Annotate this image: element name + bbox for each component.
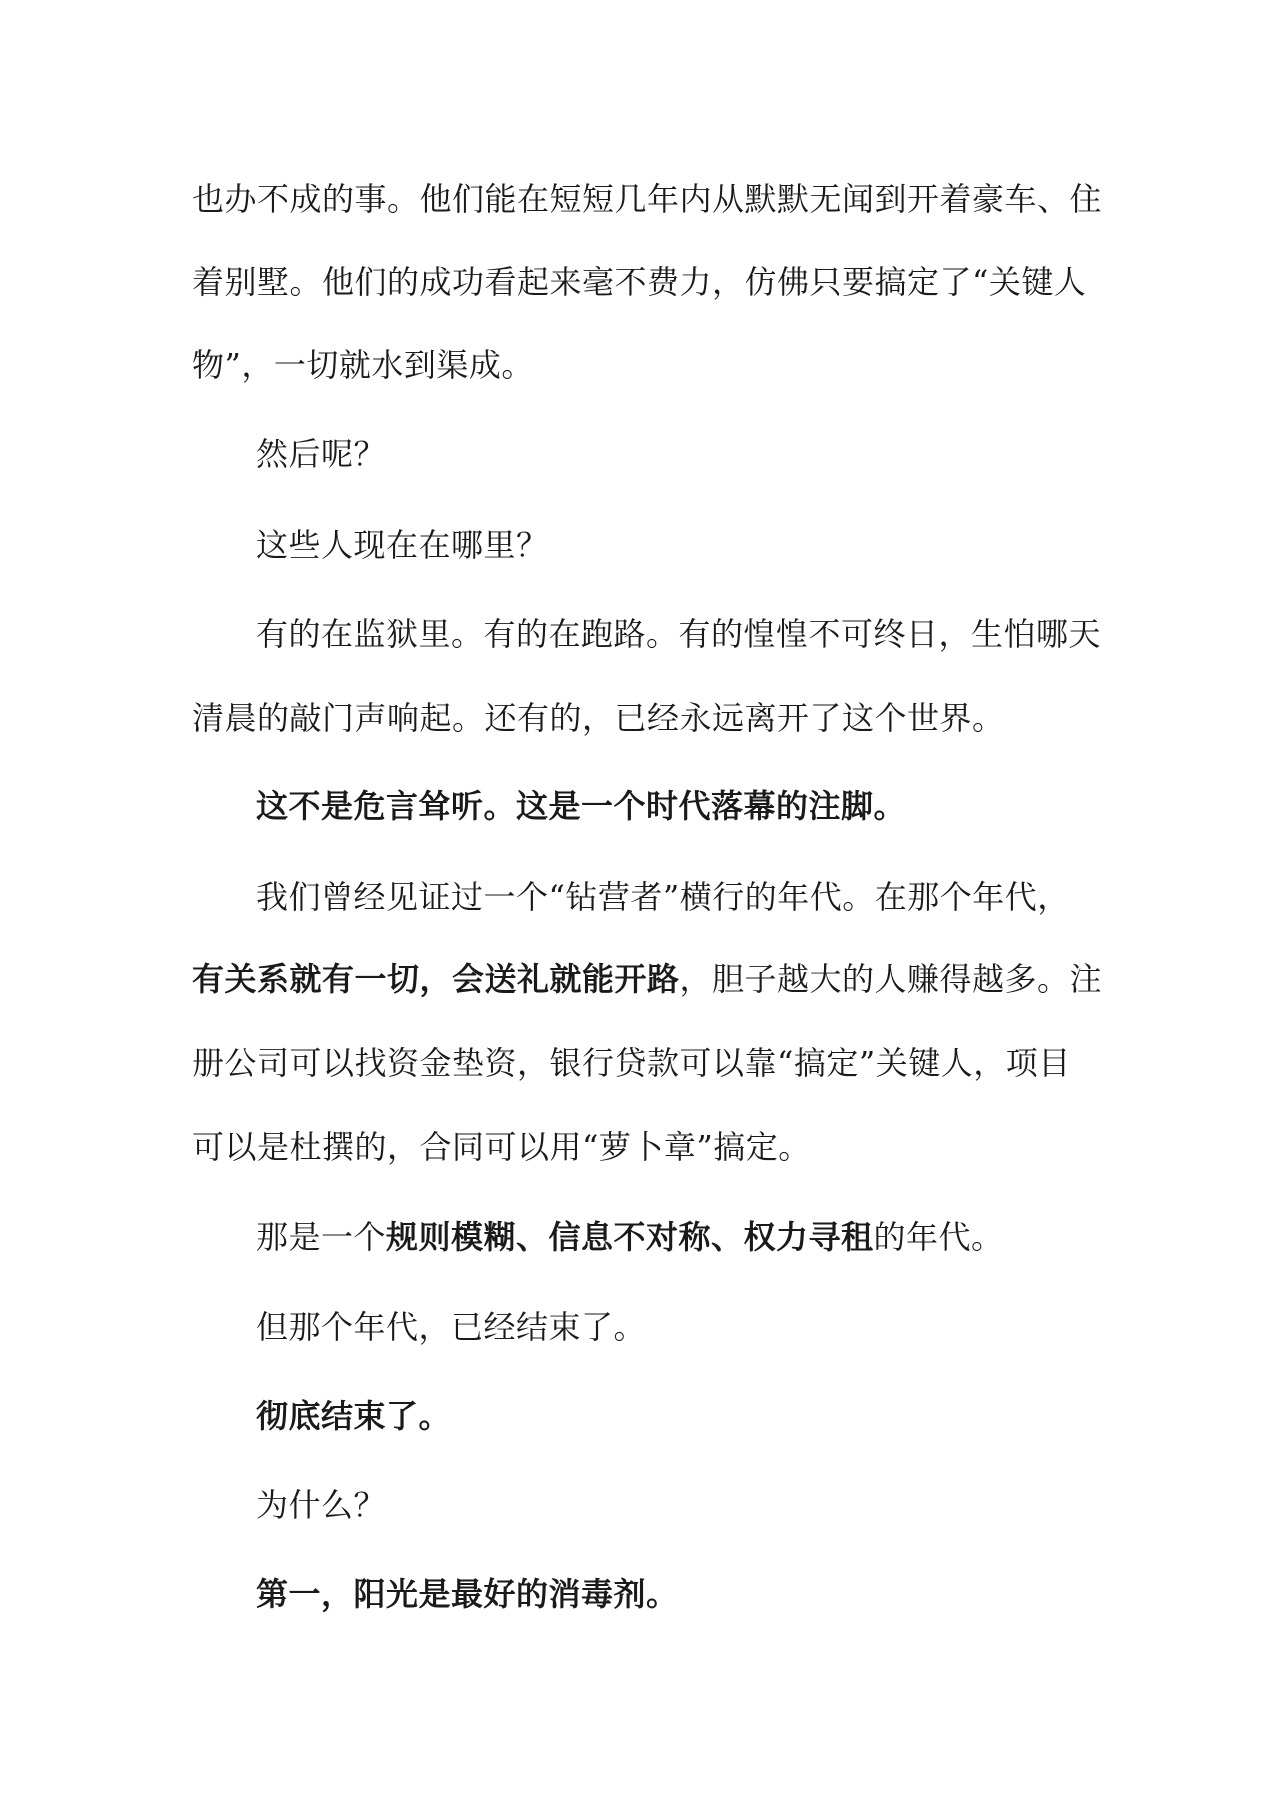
- paragraph-line: [256, 1307, 646, 1347]
- text-run: 那是一个: [256, 1218, 387, 1256]
- bold-heading-line: [256, 1396, 451, 1436]
- bold-heading-line: [256, 1574, 679, 1614]
- paragraph-line: [192, 345, 534, 385]
- paragraph-line: [192, 1043, 1071, 1083]
- text-run: 然后呢？: [256, 435, 387, 473]
- text-run: 册公司可以找资金垫资，银行贷款可以靠“搞定”关键人，项目: [192, 1044, 1071, 1082]
- text-run: 我们曾经见证过一个“钻营者”横行的年代。在那个年代，: [256, 878, 1070, 916]
- text-run: 也办不成的事。他们能在短短几年内从默默无闻到开着豪车、住: [192, 180, 1103, 218]
- paragraph-line: [256, 525, 549, 565]
- paragraph-line: [192, 959, 1102, 999]
- paragraph-line: [192, 262, 1086, 302]
- text-run: 着别墅。他们的成功看起来毫不费力，仿佛只要搞定了“关键人: [192, 263, 1087, 301]
- paragraph-line: [256, 614, 1101, 654]
- paragraph-line: [192, 1127, 811, 1167]
- bold-run: 规则模糊、信息不对称、权力寻租: [386, 1218, 874, 1256]
- text-run: 清晨的敲门声响起。还有的，已经永远离开了这个世界。: [192, 699, 1005, 737]
- text-run: 的年代。: [873, 1218, 1004, 1256]
- paragraph-line: [256, 1217, 1004, 1257]
- text-run: 为什么？: [256, 1486, 387, 1524]
- paragraph-line: [192, 698, 1005, 738]
- paragraph-line: [256, 1485, 386, 1525]
- text-run: 但那个年代，已经结束了。: [256, 1308, 647, 1346]
- text-run: 可以是杜撰的，合同可以用“萝卜章”搞定。: [192, 1128, 811, 1166]
- text-run: 这些人现在在哪里？: [256, 526, 549, 564]
- paragraph-line: [256, 434, 386, 474]
- bold-run: 有关系就有一切，会送礼就能开路: [192, 960, 680, 998]
- bold-heading-line: [256, 786, 906, 826]
- text-run: 彻底结束了。: [256, 1397, 452, 1435]
- paragraph-line: [256, 877, 1070, 917]
- text-run: ，胆子越大的人赚得越多。注: [679, 960, 1103, 998]
- text-run: 这不是危言耸听。这是一个时代落幕的注脚。: [256, 787, 907, 825]
- text-run: 有的在监狱里。有的在跑路。有的惶惶不可终日，生怕哪天: [256, 615, 1102, 653]
- text-run: 第一，阳光是最好的消毒剂。: [256, 1575, 679, 1613]
- paragraph-line: [192, 179, 1102, 219]
- text-run: 物”，一切就水到渠成。: [192, 346, 534, 384]
